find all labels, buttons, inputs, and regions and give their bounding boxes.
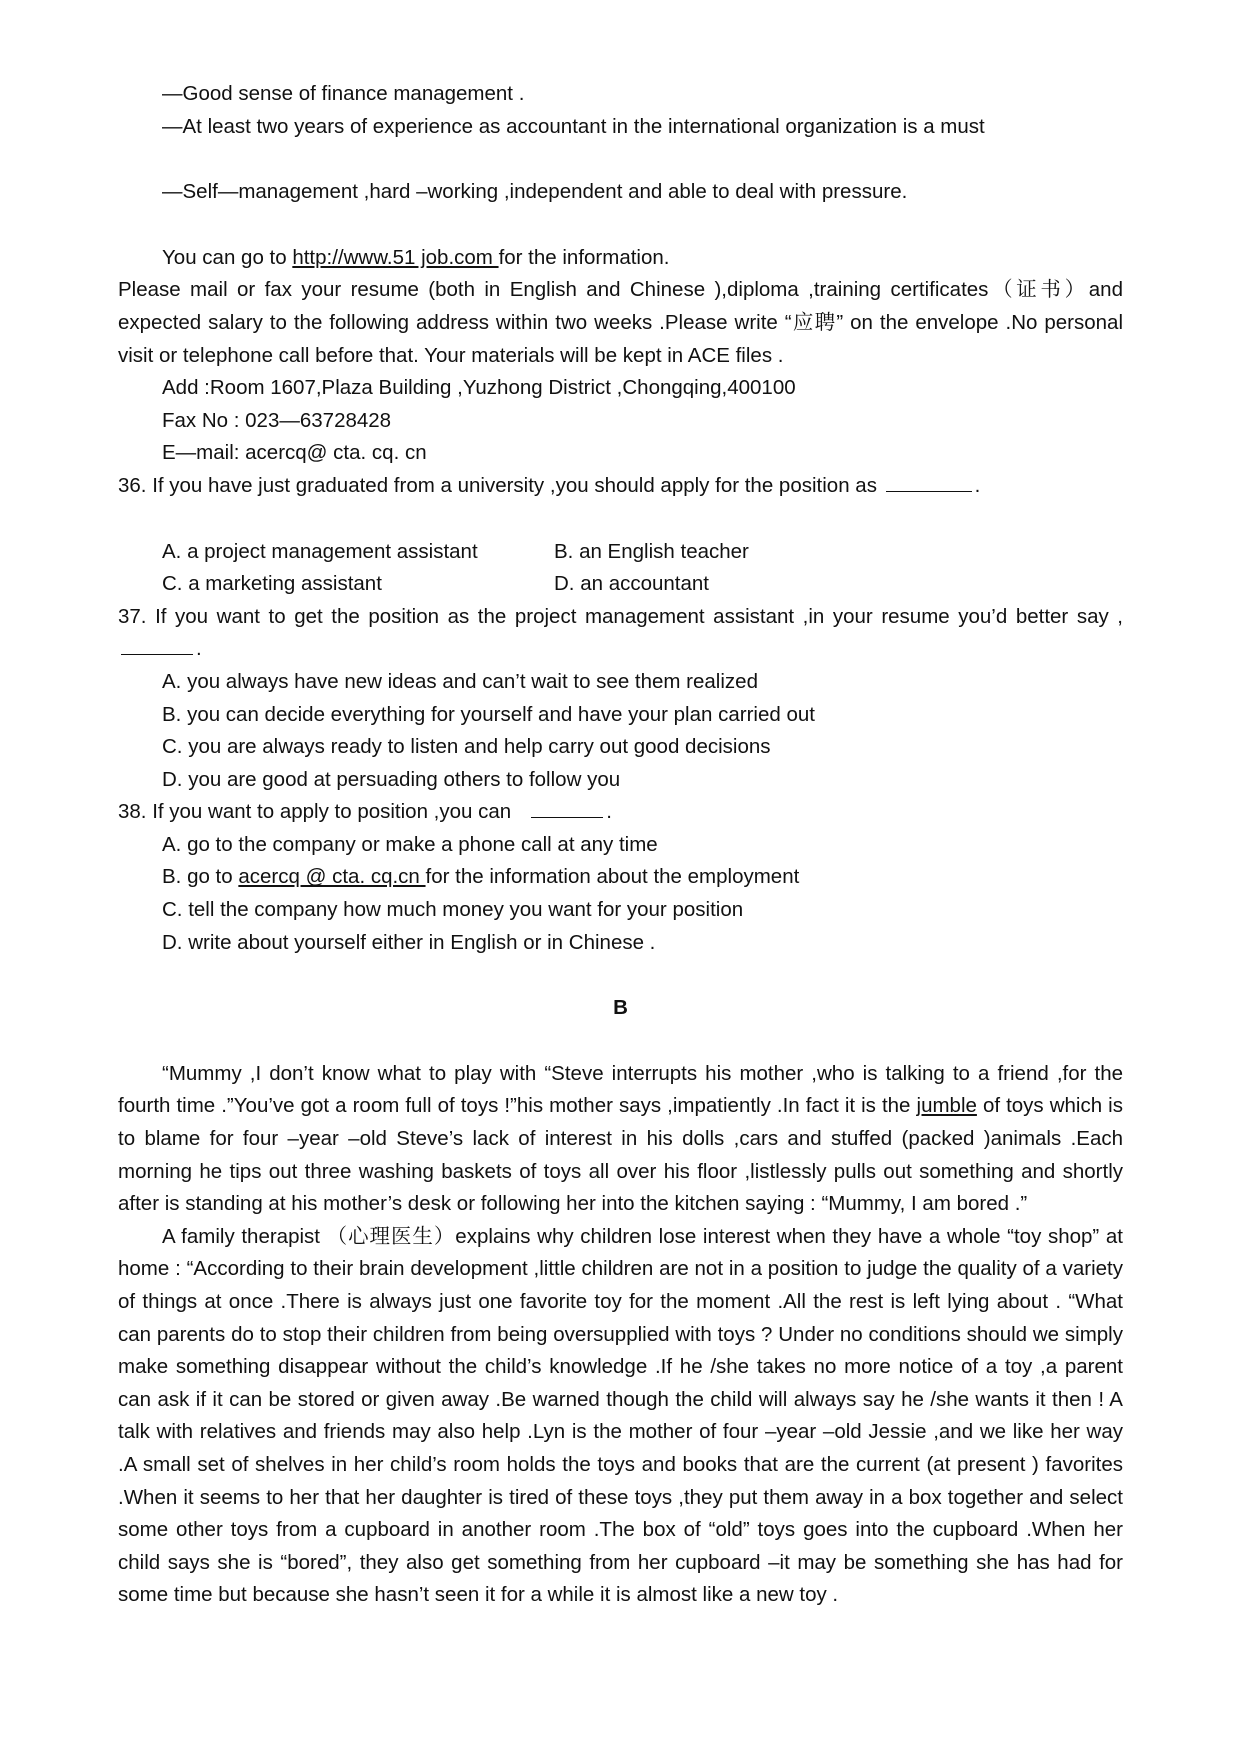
spacer <box>118 959 1123 992</box>
requirement-line-1: —Good sense of finance management . <box>162 82 525 105</box>
passage-text: “Mummy ,I don’t know what to play with “Steve interrupts his mother ,who is talking to a friend ,for the fourth time .”You’ve got a room full of toys !”his mother says ,impatiently .In fact it is the <box>118 1061 1123 1118</box>
question-36-stem <box>118 470 1123 503</box>
option-c: C. a marketing assistant <box>162 572 382 596</box>
contact-address: Add :Room 1607,Plaza Building ,Yuzhong District ,Chongqing,400100 <box>162 376 796 400</box>
spacer <box>118 209 1123 242</box>
contact-email: E—mail: acercq@ cta. cq. cn <box>162 441 427 465</box>
underlined-word: jumble <box>916 1094 977 1118</box>
option-b-prefix: B. go to <box>162 865 239 889</box>
question-37-text: 37. If you want to get the position as the project management assistant ,in your resume you’d better say , <box>118 604 1123 628</box>
option-a: A. go to the company or make a phone call at any time <box>162 832 658 856</box>
question-38-end: . <box>606 800 612 824</box>
contact-fax: Fax No : 023—63728428 <box>162 408 392 432</box>
section-title: B <box>613 996 628 1020</box>
spacer <box>118 503 1123 536</box>
question-38-text: 38. If you want to apply to position ,you can <box>118 800 512 824</box>
option-c: C. you are always ready to listen and help carry out good decisions <box>162 735 771 759</box>
requirement-line-3: —Self—management ,hard –working ,independent and able to deal with pressure. <box>162 180 908 204</box>
question-38-stem <box>118 796 1123 829</box>
passage-paragraph-1 <box>118 1058 1123 1221</box>
option-b-suffix: for the information about the employment <box>425 865 800 889</box>
answer-blank <box>531 799 603 818</box>
question-37-stem <box>118 601 1123 666</box>
option-a: A. a project management assistant <box>162 539 478 563</box>
mail-paragraph: Please mail or fax your resume (both in English and Chinese ),diploma ,training certificates（证书）and expected salary to the following address within two weeks .Please write “应聘” on the envelope .No personal visit or telephone call before that. Your materials will be kept in ACE files . <box>118 278 1123 367</box>
passage-text: of toys which is to blame for four –year –old Steve’s lack of interest in his dolls ,cars and stuffed (packed )animals .Each morning he tips out three washing baskets of toys all over his floor ,listlessly pulls out something and shortly after is standing at his mother’s desk or following her into the kitchen saying : “Mummy, I am bored .” <box>118 1094 1123 1216</box>
spacer <box>118 143 1123 176</box>
answer-blank <box>121 636 193 655</box>
info-line <box>118 242 1123 275</box>
document-page <box>118 78 1123 1612</box>
spacer <box>118 1025 1123 1058</box>
info-suffix: for the information. <box>498 245 670 269</box>
answer-blank <box>886 473 972 492</box>
option-d: D. you are good at persuading others to follow you <box>162 767 621 791</box>
option-b: B. an English teacher <box>554 539 749 563</box>
option-b: B. you can decide everything for yourself and have your plan carried out <box>162 702 815 726</box>
website-link[interactable]: http://www.51 job.com <box>292 245 499 269</box>
option-d: D. write about yourself either in English or in Chinese . <box>162 930 656 954</box>
email-link[interactable]: acercq @ cta. cq.cn <box>238 865 426 889</box>
question-37-end: . <box>196 637 202 661</box>
info-prefix: You can go to <box>162 245 293 269</box>
question-36-end: . <box>974 473 981 497</box>
requirement-line-2: —At least two years of experience as accountant in the international organization is a must <box>162 114 985 138</box>
option-a: A. you always have new ideas and can’t wait to see them realized <box>162 669 758 693</box>
passage-paragraph-2: A family therapist （心理医生）explains why children lose interest when they have a whole “toy shop” at home : “According to their brain development ,little children are not in a position to judge the quality of a variety of things at once .There is always just one favorite toy for the moment .All the rest is left lying about . “What can parents do to stop their children from being oversupplied with toys ? Under no conditions should we simply make something disappear without the child’s knowledge .If he /she takes no more notice of a toy ,a parent can ask if it can be stored or given away .Be warned though the child will always say he /she wants it then ! A talk with relatives and friends may also help .Lyn is the mother of four –year –old Jessie ,and we like her way .A small set of shelves in her child’s room holds the toys and books that are the current (at present ) favorites .When it seems to her that her daughter is tired of these toys ,they put them away in a box together and select some other toys from a cupboard in another room .The box of “old” toys goes into the cupboard .When her child says she is “bored”, they also get something from her cupboard –it may be something she has had for some time but because she hasn’t seen it for a while it is almost like a new toy . <box>118 1224 1123 1607</box>
option-d: D. an accountant <box>554 572 709 596</box>
option-c: C. tell the company how much money you want for your position <box>162 898 744 922</box>
option-b <box>118 861 1123 894</box>
question-36-options <box>118 536 1123 601</box>
question-36-text: 36. If you have just graduated from a university ,you should apply for the position as <box>118 473 877 497</box>
